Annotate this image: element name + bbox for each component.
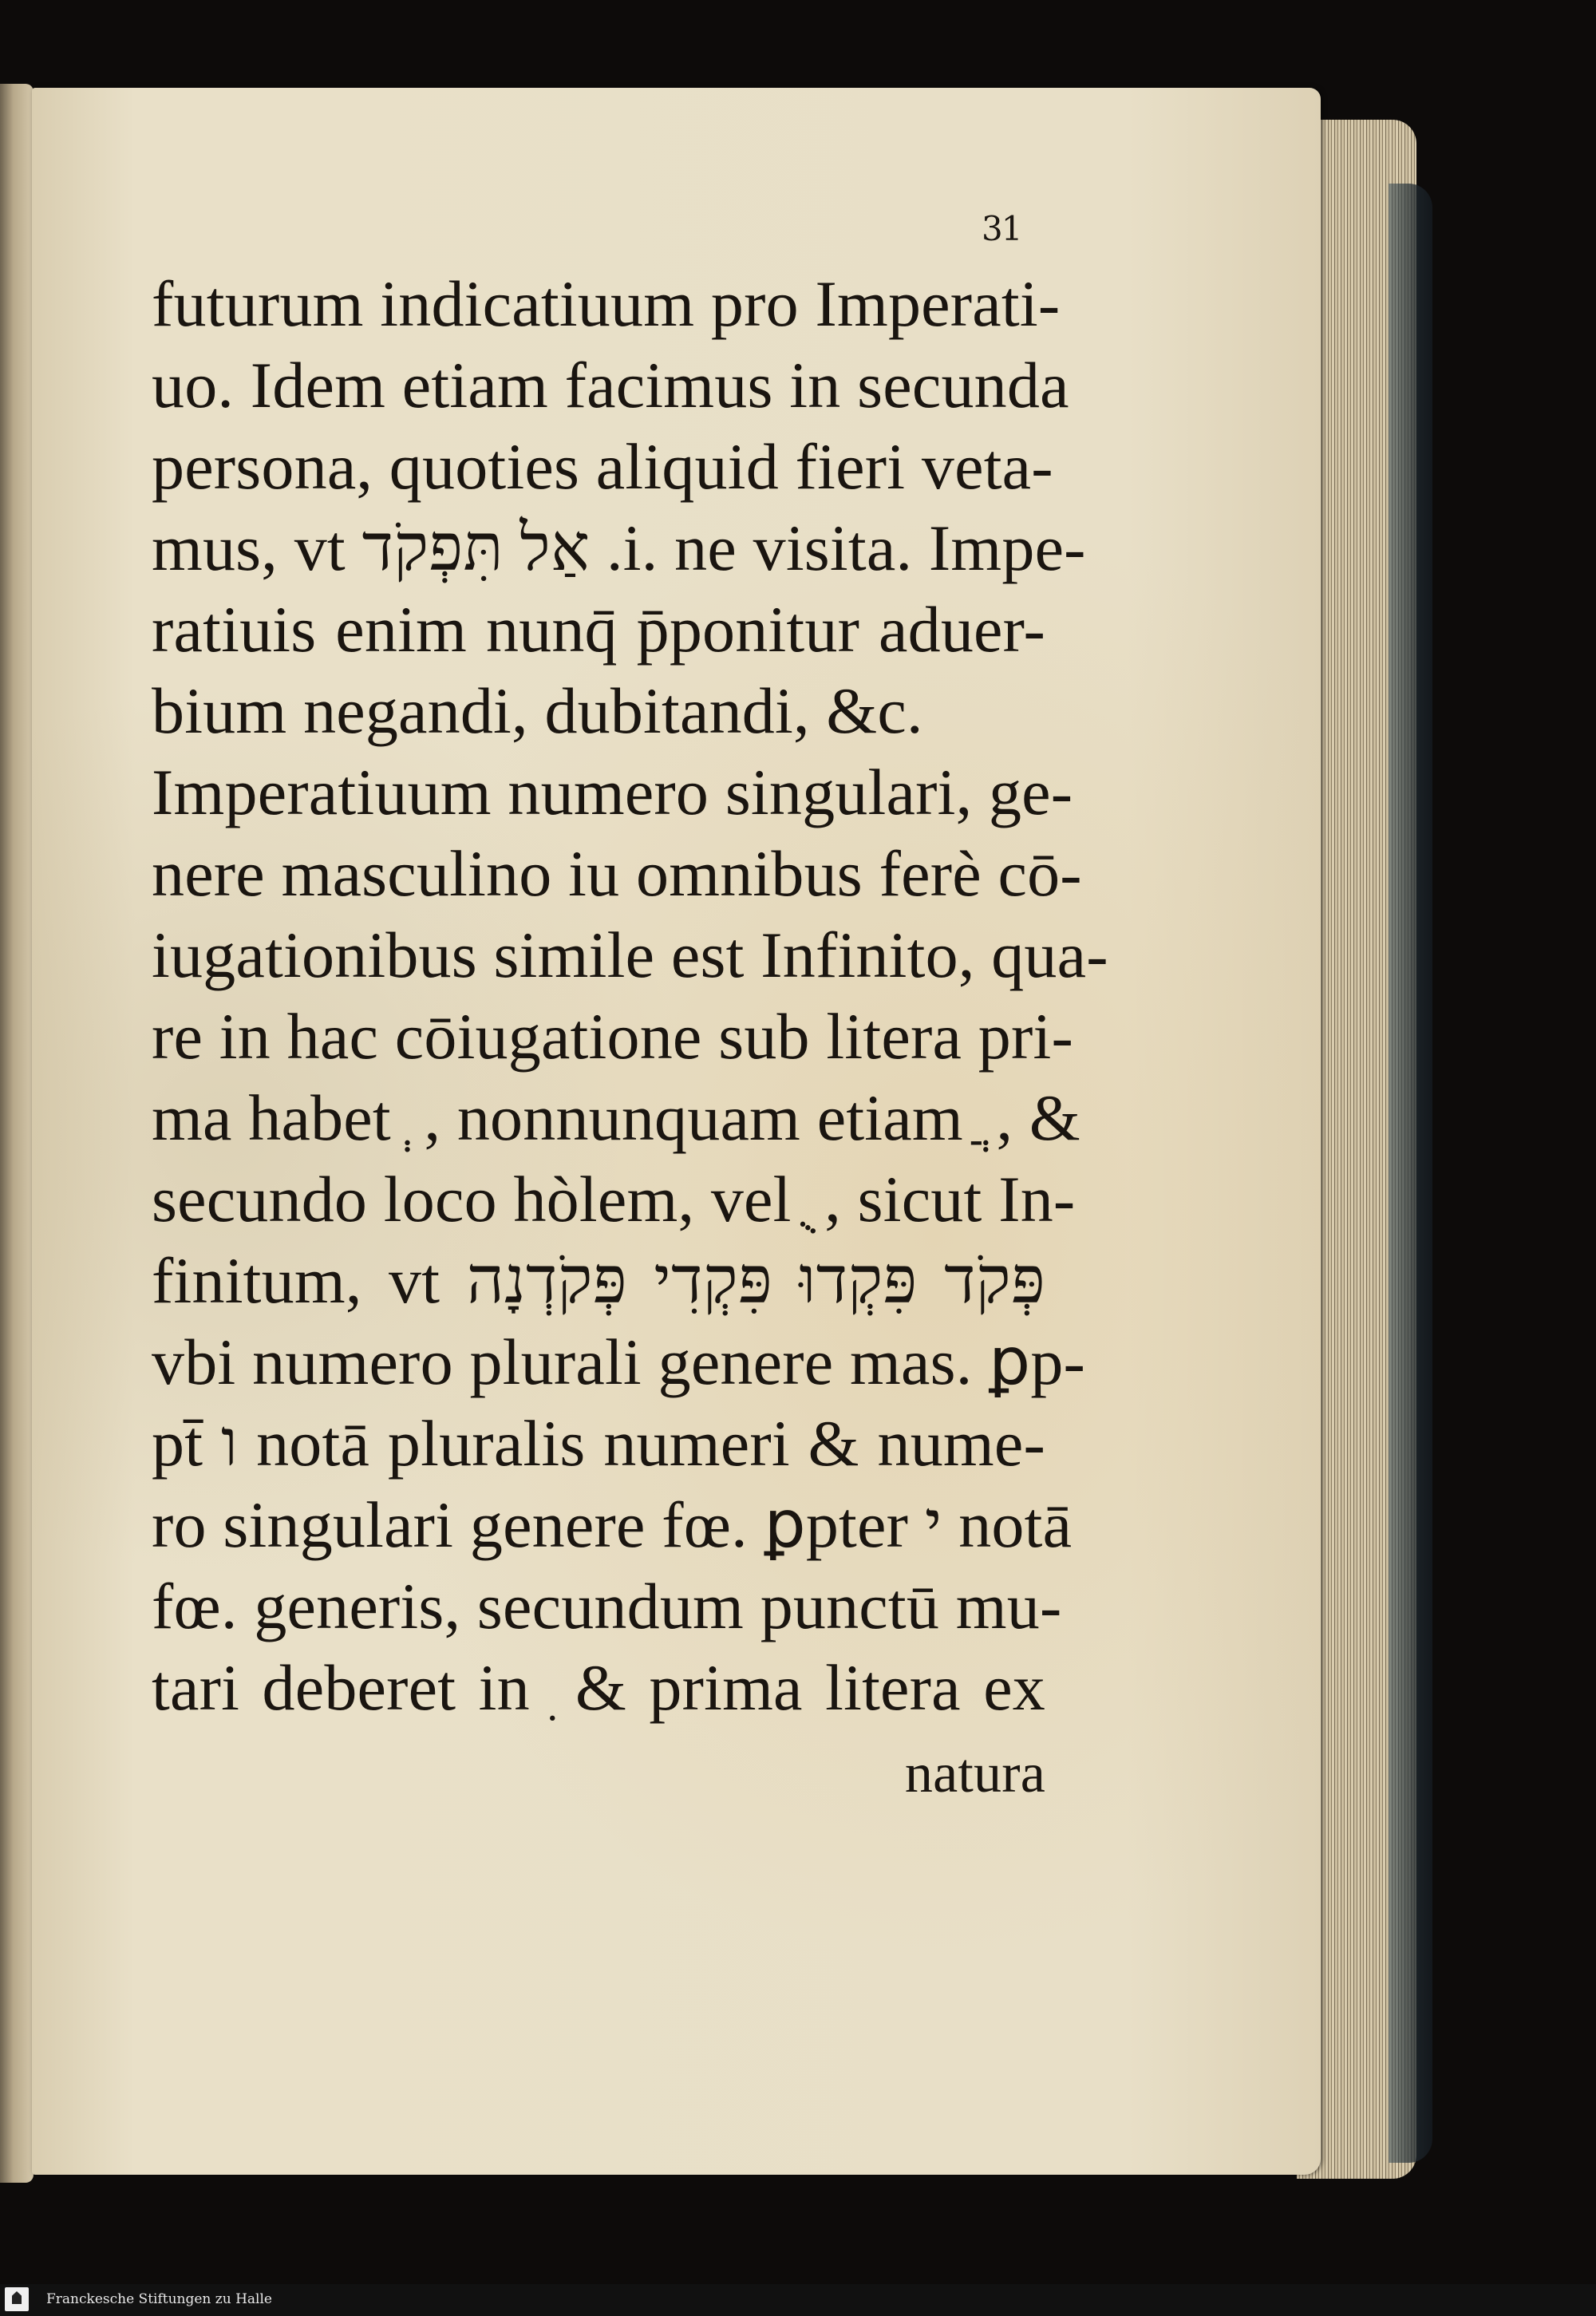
verso-page-edge <box>0 84 34 2183</box>
text-line: tari deberet in ִ & prima litera ex <box>152 1651 1045 1724</box>
text-line: vbi numero plurali genere mas. ꝑp- <box>152 1326 1086 1398</box>
institution-credit: Franckesche Stiftungen zu Halle <box>46 2291 272 2307</box>
text-line: bium negandi, dubitandi, &c. <box>152 674 923 747</box>
text-line: ma habet ְ , nonnunquam etiam ֲ , & <box>152 1081 1080 1154</box>
text-line: nere masculino iu omnibus ferè cō- <box>152 837 1082 910</box>
text-line: pt̄ ו notā pluralis numeri & nume- <box>152 1407 1045 1480</box>
text-line: Imperatiuum numero singulari, ge- <box>152 756 1073 828</box>
folio-number: 31 <box>982 209 1021 248</box>
text-line: re in hac cōiugatione sub litera pri- <box>152 1000 1073 1073</box>
text-line: persona, quoties aliquid fieri veta- <box>152 430 1053 503</box>
text-block <box>152 263 1108 1815</box>
text-line: mus, vt אַל תִּפְקֹד .i. ne visita. Impe- <box>152 512 1086 584</box>
institution-logo-icon <box>5 2287 29 2311</box>
fore-edge-shadow <box>1389 184 1432 2163</box>
text-line: ro singulari genere fœ. ꝑpter י notā <box>152 1488 1073 1561</box>
text-line: futurum indicatiuum pro Imperati- <box>152 267 1061 340</box>
text-line: iugationibus simile est Infinito, qua- <box>152 919 1108 991</box>
text-line: finitum, vt פְּקֹד פִּקְדוּ פִּקְדִי פְּקֹדְנָה <box>152 1244 1046 1317</box>
text-line: fœ. generis, secundum punctū mu- <box>152 1570 1062 1642</box>
text-line: secundo loco hòlem, vel ֻ , sicut In- <box>152 1163 1076 1235</box>
footer-bar <box>0 2284 1596 2316</box>
text-line: ratiuis enim nunq̄ p̄ponitur aduer- <box>152 593 1045 666</box>
text-line: uo. Idem etiam facimus in secunda <box>152 349 1069 421</box>
catchword: natura <box>904 1743 1045 1804</box>
